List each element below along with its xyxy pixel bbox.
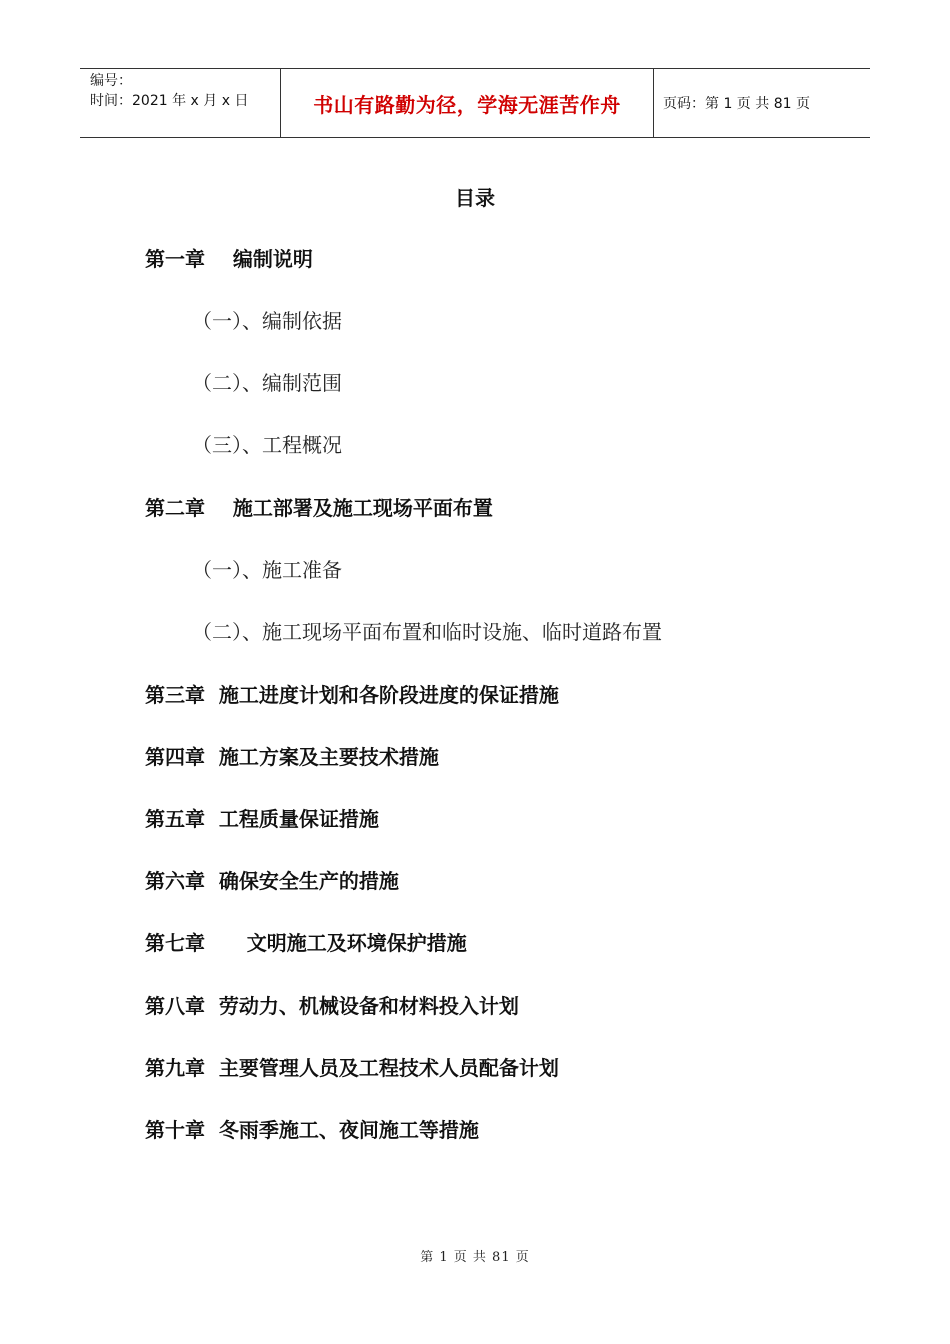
toc-section-1-1[interactable]: （一）、编制依据 (192, 309, 342, 333)
header-page-info: 页码：第 1 页 共 81 页 (663, 96, 810, 112)
header-meta-cell (80, 69, 281, 137)
toc-chapter-2[interactable]: 第二章 施工部署及施工现场平面布置 (145, 496, 493, 520)
page-footer: 第 1 页 共 81 页 (420, 1250, 530, 1265)
toc-title: 目录 (455, 186, 495, 210)
toc-chapter-9[interactable]: 第九章 主要管理人员及工程技术人员配备计划 (145, 1056, 559, 1080)
toc-section-1-2[interactable]: （二）、编制范围 (192, 371, 342, 395)
toc-chapter-1[interactable]: 第一章 编制说明 (145, 247, 313, 271)
page-header (80, 68, 870, 138)
toc-chapter-7[interactable]: 第七章 文明施工及环境保护措施 (145, 931, 467, 955)
toc-chapter-10[interactable]: 第十章 冬雨季施工、夜间施工等措施 (145, 1118, 479, 1142)
header-motto: 书山有路勤为径，学海无涯苦作舟 (281, 69, 654, 137)
toc-chapter-6[interactable]: 第六章 确保安全生产的措施 (145, 869, 399, 893)
toc-chapter-4[interactable]: 第四章 施工方案及主要技术措施 (145, 745, 439, 769)
document-time-label: 时间：2021 年 x 月 x 日 (90, 93, 249, 109)
document-number-label: 编号： (90, 73, 132, 89)
toc-chapter-5[interactable]: 第五章 工程质量保证措施 (145, 807, 379, 831)
toc-section-1-3[interactable]: （三）、工程概况 (192, 433, 342, 457)
toc-chapter-8[interactable]: 第八章 劳动力、机械设备和材料投入计划 (145, 994, 519, 1018)
toc-chapter-3[interactable]: 第三章 施工进度计划和各阶段进度的保证措施 (145, 683, 559, 707)
toc-section-2-2[interactable]: （二）、施工现场平面布置和临时设施、临时道路布置 (192, 620, 662, 644)
toc-section-2-1[interactable]: （一）、施工准备 (192, 558, 342, 582)
